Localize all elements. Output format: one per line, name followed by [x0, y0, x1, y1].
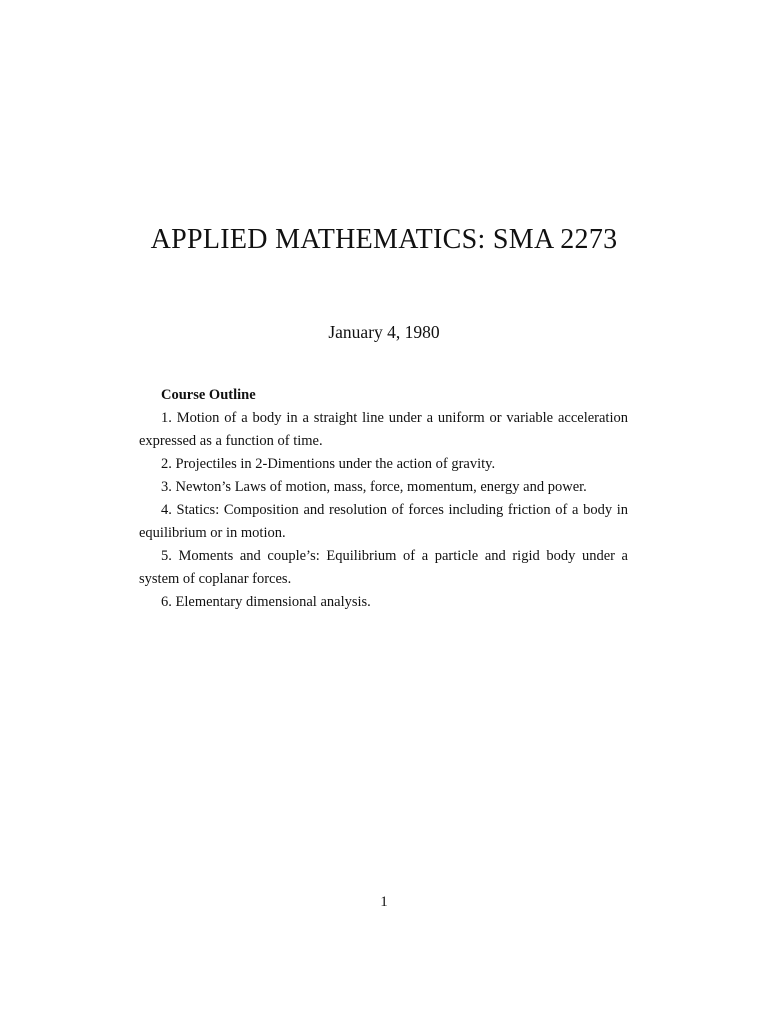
list-item: 5. Moments and couple’s: Equilibrium of a particle and rigid body under a system of coplanar forces.	[139, 548, 628, 587]
list-item: 2. Projectiles in 2-Dimentions under the action of gravity.	[161, 456, 496, 472]
course-outline-list	[139, 407, 628, 614]
document-title: APPLIED MATHEMATICS: SMA 2273	[150, 224, 618, 255]
list-item: 1. Motion of a body in a straight line under a uniform or variable acceleration expressed as a function of time.	[139, 410, 628, 449]
page-number: 1	[380, 894, 388, 910]
document-date: January 4, 1980	[328, 322, 440, 342]
list-item: 3. Newton’s Laws of motion, mass, force, momentum, energy and power.	[161, 479, 587, 495]
list-item: 6. Elementary dimensional analysis.	[161, 594, 371, 610]
list-item: 4. Statics: Composition and resolution of forces including friction of a body in equilibrium or in motion.	[139, 502, 628, 541]
course-outline-heading: Course Outline	[161, 387, 256, 403]
course-outline	[139, 384, 628, 614]
